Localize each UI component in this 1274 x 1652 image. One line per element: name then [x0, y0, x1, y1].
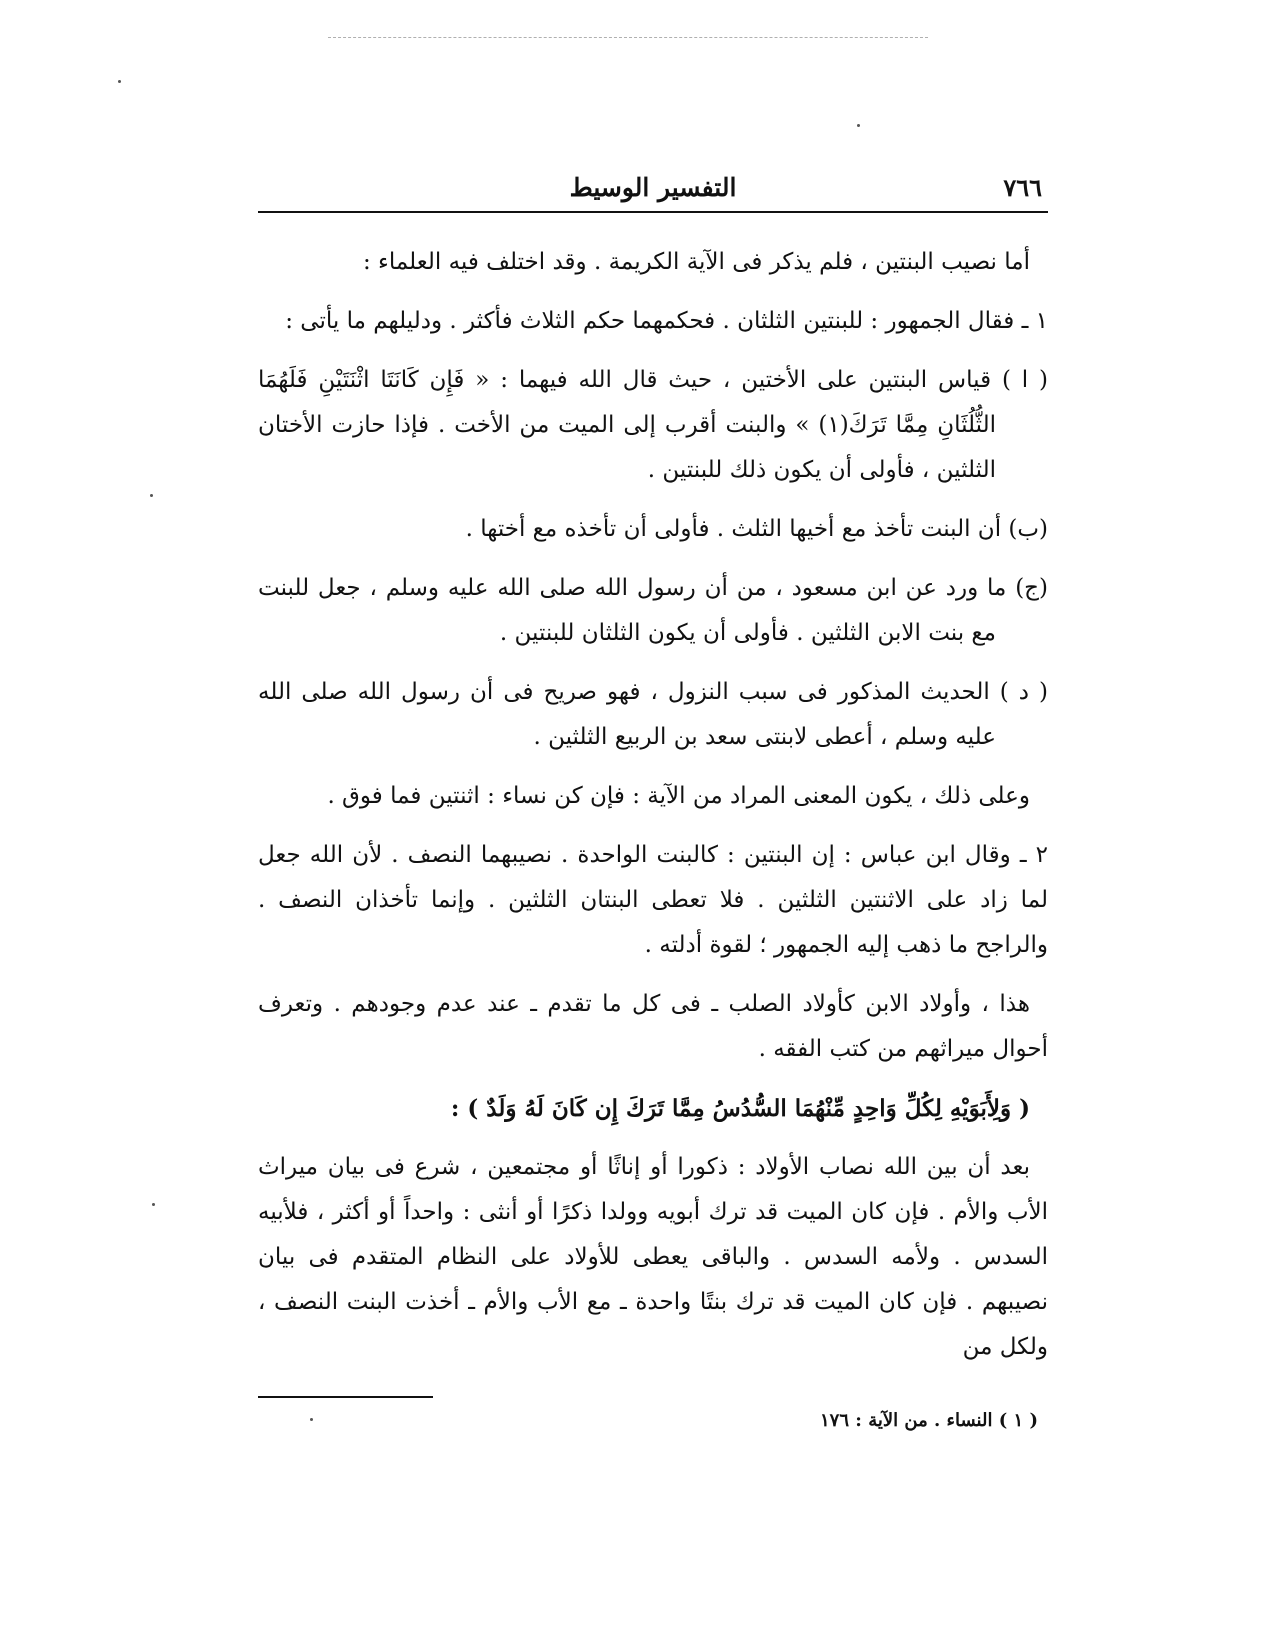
paragraph-conclusion: وعلى ذلك ، يكون المعنى المراد من الآية : فإن كن نساء : اثنتين فما فوق .: [327, 783, 1030, 809]
verse-heading: ( وَلِأَبَوَيْهِ لِكُلِّ وَاحِدٍ مِّنْهُمَا السُّدُسُ مِمَّا تَرَكَ إِن كَانَ لَهُ وَلَدٌ ) :: [450, 1095, 1030, 1122]
scan-artifact-line: [328, 37, 928, 38]
body-text: [258, 240, 1048, 1384]
paragraph-evidence-a: ( ا ) قياس البنتين على الأختين ، حيث قال الله فيهما : « فَإِن كَانَتَا اثْنَتَيْنِ فَلَهُمَا الثُّلُثَانِ مِمَّا تَرَكَ(١) » والبنت أقرب إلى الميت من الأخت . فإذا حازت الأختان الثلثين ، فأولى أن يكون ذلك للبنتين .: [258, 367, 1048, 483]
paragraph-parents-share: بعد أن بين الله نصاب الأولاد : ذكورا أو إناثًا أو مجتمعين ، شرع فى بيان ميراث الأب والأم . فإن كان الميت قد ترك أبويه وولدا ذكرًا أو أنثى : واحداً أو أكثر ، فلأبيه السدس . ولأمه السدس . والباقى يعطى للأولاد على النظام المتقدم فى بيان نصيبهم . فإن كان الميت قد ترك بنتًا واحدة ـ مع الأب والأم ـ أخذت البنت النصف ، ولكل من: [258, 1154, 1048, 1360]
paragraph-intro: أما نصيب البنتين ، فلم يذكر فى الآية الكريمة . وقد اختلف فيه العلماء :: [363, 249, 1030, 275]
paragraph-evidence-d: ( د ) الحديث المذكور فى سبب النزول ، فهو صريح فى أن رسول الله صلى الله عليه وسلم ، أعطى لابنتى سعد بن الربيع الثلثين .: [258, 679, 1048, 750]
scan-speck: [857, 124, 860, 127]
page-header: [258, 165, 1048, 209]
scan-speck: [118, 80, 121, 83]
paragraph-point-2: ٢ ـ وقال ابن عباس : إن البنتين : كالبنت الواحدة . نصيبهما النصف . لأن الله جعل لما زاد على الاثنتين الثلثين . فلا تعطى البنتان الثلثين . وإنما تأخذان النصف . والراجح ما ذهب إليه الجمهور ؛ لقوة أدلته .: [258, 842, 1048, 958]
footnote-rule: [258, 1396, 433, 1398]
paragraph-grandchildren: هذا ، وأولاد الابن كأولاد الصلب ـ فى كل ما تقدم ـ عند عدم وجودهم . وتعرف أحوال ميراثهم من كتب الفقه .: [258, 991, 1048, 1062]
paragraph-evidence-b: (ب) أن البنت تأخذ مع أخيها الثلث . فأولى أن تأخذه مع أختها .: [465, 516, 1048, 542]
book-page: [258, 0, 1048, 1652]
scan-speck: [150, 494, 153, 497]
running-title: التفسير الوسيط: [569, 173, 737, 202]
paragraph-evidence-c: (ج) ما ورد عن ابن مسعود ، من أن رسول الله صلى الله عليه وسلم ، جعل للبنت مع بنت الابن الثلثين . فأولى أن يكون الثلثان للبنتين .: [258, 575, 1048, 646]
footnote: ( ١ ) النساء . من الآية : ١٧٦: [820, 1410, 1038, 1431]
scan-speck: [152, 1203, 155, 1206]
paragraph-point-1: ١ ـ فقال الجمهور : للبنتين الثلثان . فحكمهما حكم الثلاث فأكثر . ودليلهم ما يأتى :: [285, 308, 1048, 334]
scan-speck: [310, 1418, 313, 1421]
page-number: ٧٦٦: [1003, 173, 1042, 202]
header-rule: [258, 211, 1048, 213]
